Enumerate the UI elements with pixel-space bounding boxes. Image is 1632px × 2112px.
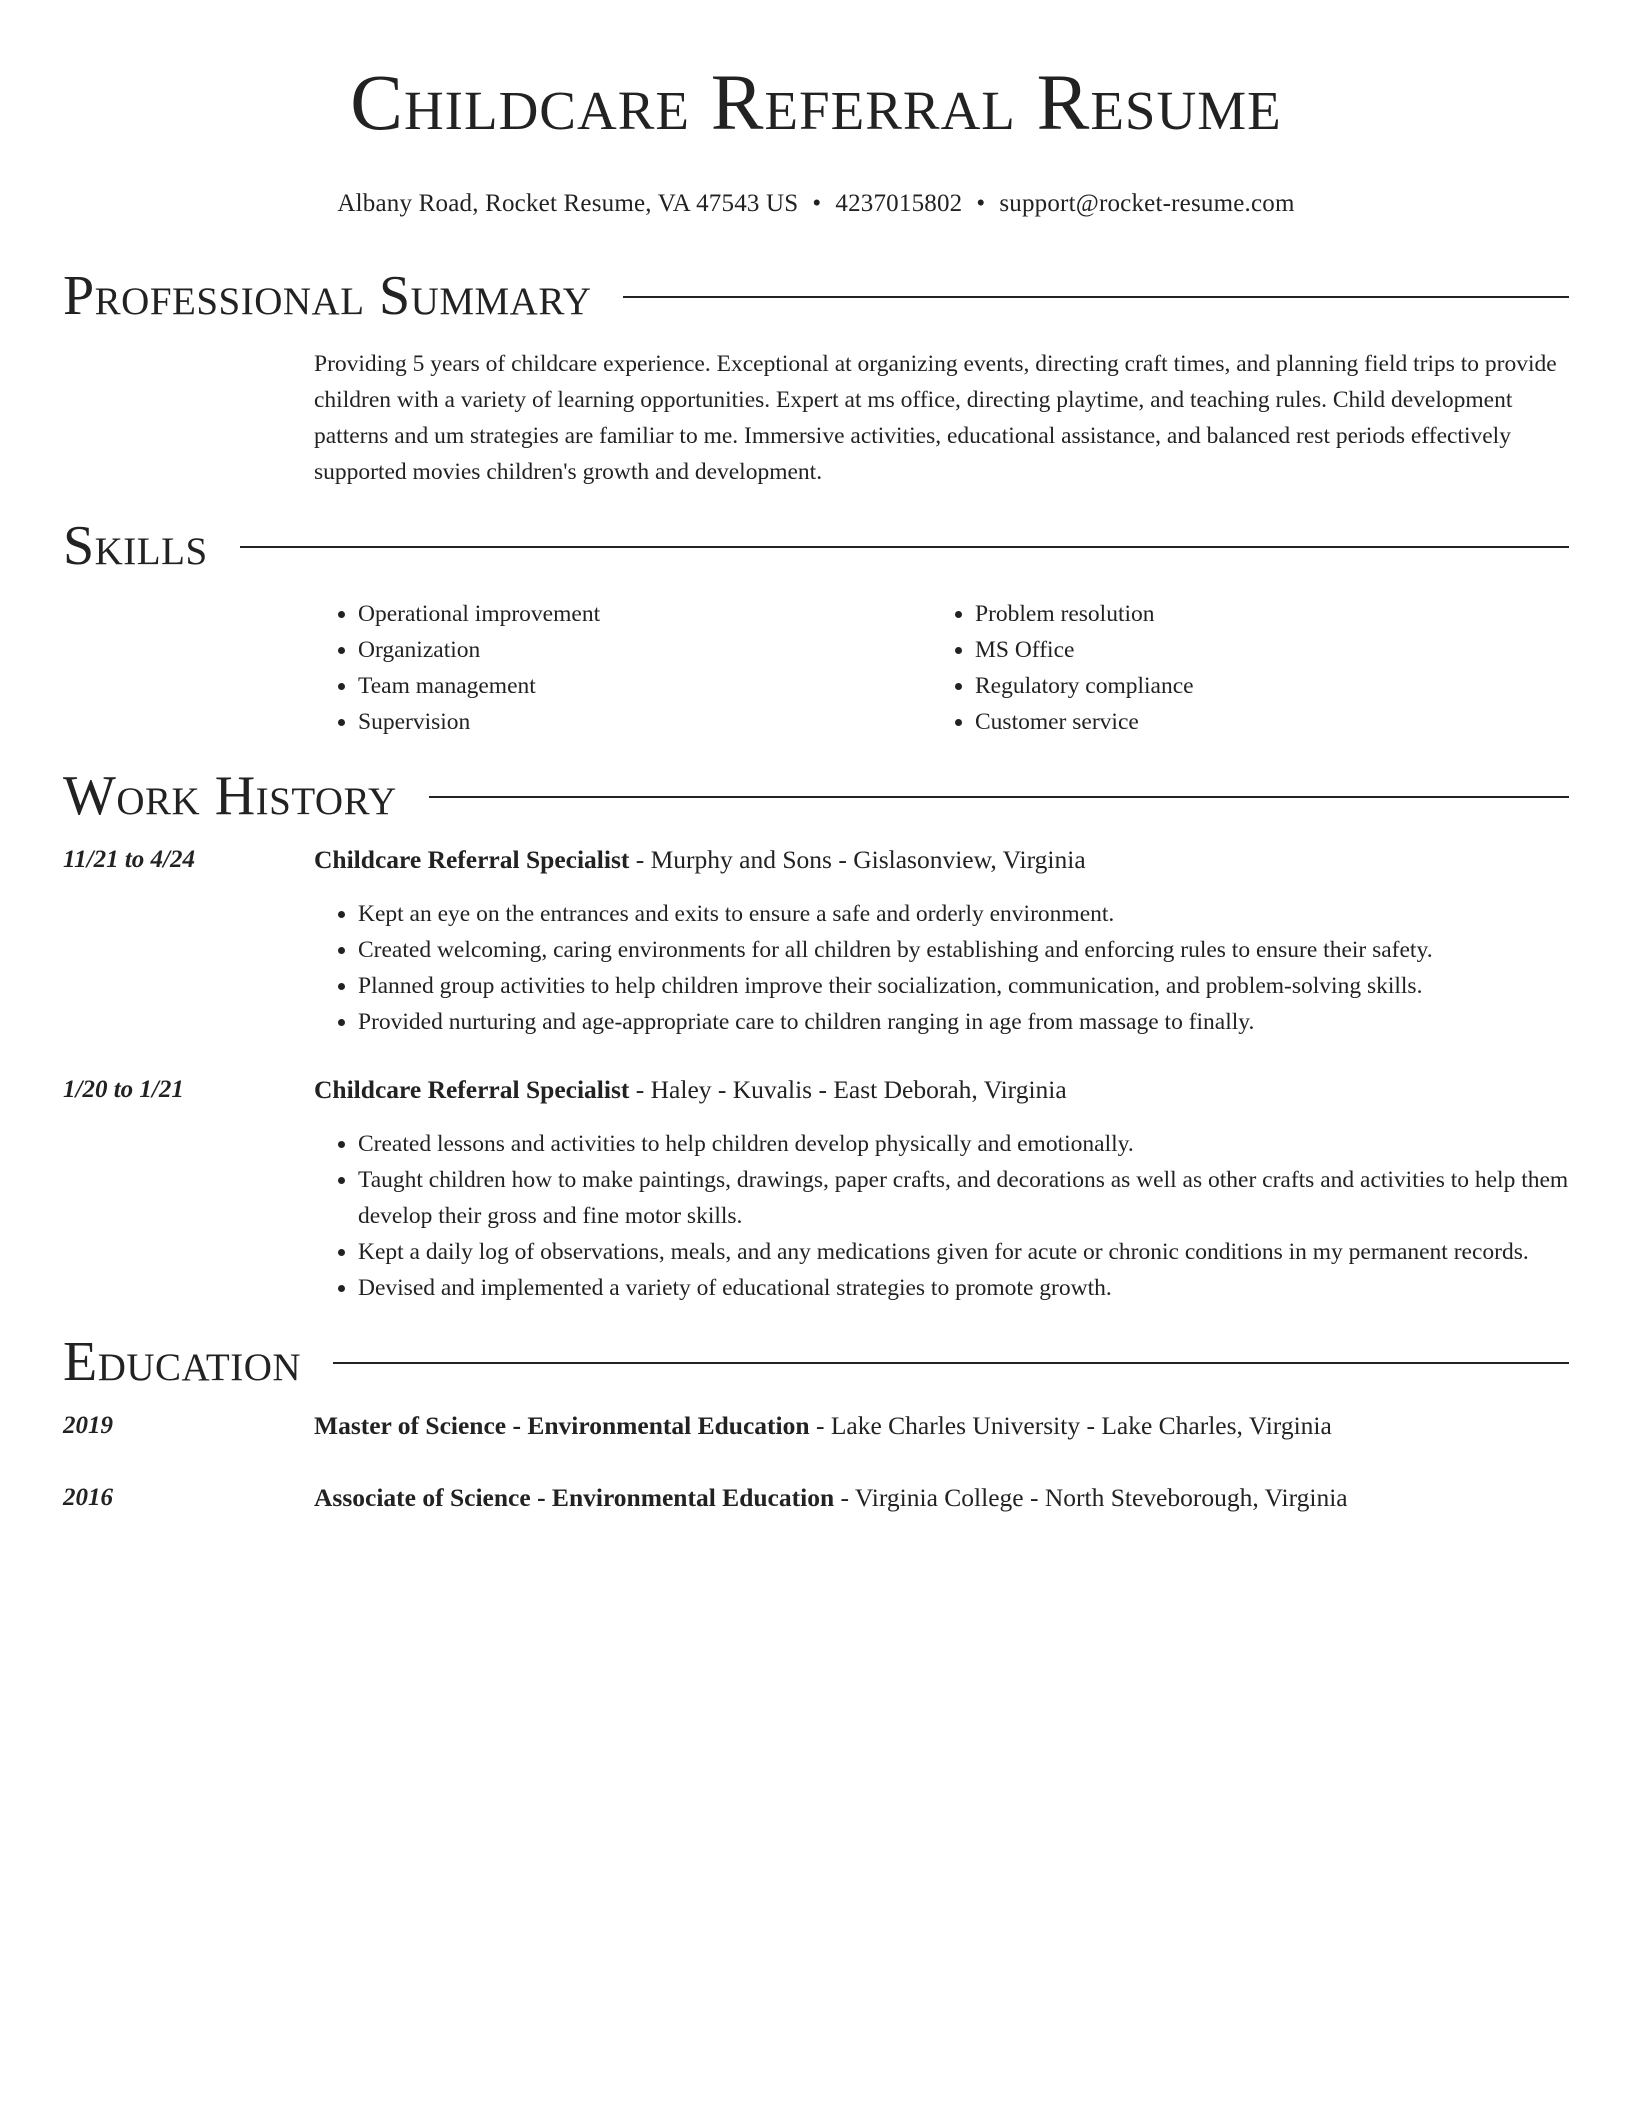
work-heading: Work History <box>63 765 397 827</box>
skills-list <box>314 596 1569 740</box>
work-entry-body <box>314 842 1569 1040</box>
education-entry <box>63 1408 1569 1444</box>
job-bullet: • Provided nurturing and age-appropriate care to children ranging in age from massage to finally. <box>358 1004 1569 1040</box>
skill-item: • Supervision <box>358 704 931 740</box>
section-divider <box>240 546 1569 548</box>
skill-item: • Team management <box>358 668 931 704</box>
address: Albany Road, Rocket Resume, VA 47543 US <box>337 190 799 217</box>
job-bullet: • Created welcoming, caring environments for all children by establishing and enforcing rules to ensure their safety. <box>358 932 1569 968</box>
phone: 4237015802 <box>835 190 963 217</box>
skill-item: • Problem resolution <box>975 596 1569 632</box>
degree-line <box>314 1408 1569 1444</box>
skill-item: • Customer service <box>975 704 1569 740</box>
work-dates: 1/20 to 1/21 <box>63 1076 184 1103</box>
summary-section-header <box>63 266 1569 326</box>
section-divider <box>623 296 1569 298</box>
job-title-line <box>314 1072 1569 1108</box>
degree: Associate of Science - Environmental Education <box>314 1483 835 1512</box>
school-details: - Lake Charles University - Lake Charles, Virginia <box>809 1411 1332 1440</box>
education-heading: Education <box>63 1331 302 1393</box>
job-bullet: • Created lessons and activities to help children develop physically and emotionally. <box>358 1126 1569 1162</box>
summary-heading: Professional Summary <box>63 265 592 327</box>
separator-dot: • <box>812 190 822 217</box>
education-entry-body <box>314 1480 1569 1516</box>
degree: Master of Science - Environmental Education <box>314 1411 810 1440</box>
section-divider <box>333 1362 1569 1364</box>
skills-heading: Skills <box>63 515 208 577</box>
job-bullet: • Devised and implemented a variety of educational strategies to promote growth. <box>358 1270 1569 1306</box>
job-details: - Murphy and Sons - Gislasonview, Virginia <box>629 845 1086 874</box>
degree-line <box>314 1480 1569 1516</box>
work-entry <box>63 842 1569 1040</box>
skill-item: • Organization <box>358 632 931 668</box>
job-bullet: • Kept an eye on the entrances and exits to ensure a safe and orderly environment. <box>358 896 1569 932</box>
job-bullet: • Planned group activities to help children improve their socialization, communication, and problem-solving skills. <box>358 968 1569 1004</box>
job-title: Childcare Referral Specialist <box>314 845 630 874</box>
skills-section-header <box>63 516 1569 576</box>
skills-column-left <box>314 596 931 740</box>
resume-title: Childcare Referral Resume <box>350 60 1282 147</box>
education-year: 2019 <box>63 1412 113 1439</box>
work-entry-body <box>314 1072 1569 1306</box>
education-entry-body <box>314 1408 1569 1444</box>
job-bullets <box>314 896 1569 1040</box>
work-section-header <box>63 766 1569 826</box>
work-entry <box>63 1072 1569 1306</box>
job-details: - Haley - Kuvalis - East Deborah, Virginia <box>629 1075 1067 1104</box>
education-entry <box>63 1480 1569 1516</box>
skill-item: • MS Office <box>975 632 1569 668</box>
job-title-line <box>314 842 1569 878</box>
summary-text: Providing 5 years of childcare experience. Exceptional at organizing events, directing craft times, and planning field trips to provide children with a variety of learning opportunities. Expert at ms office, directing playtime, and teaching rules. Child development patterns and um strategies are familiar to me. Immersive activities, educational assistance, and balanced rest periods effectively supported movies children's growth and development. <box>314 351 1557 485</box>
education-section-header <box>63 1332 1569 1392</box>
separator-dot: • <box>976 190 986 217</box>
education-year: 2016 <box>63 1484 113 1511</box>
job-bullet: • Taught children how to make paintings, drawings, paper crafts, and decorations as well as other crafts and activities to help them develop their gross and fine motor skills. <box>358 1162 1569 1234</box>
skills-column-right <box>931 596 1569 740</box>
work-dates: 11/21 to 4/24 <box>63 846 195 873</box>
job-bullet: • Kept a daily log of observations, meals, and any medications given for acute or chronic conditions in my permanent records. <box>358 1234 1569 1270</box>
job-title: Childcare Referral Specialist <box>314 1075 630 1104</box>
skill-item: • Regulatory compliance <box>975 668 1569 704</box>
job-bullets <box>314 1126 1569 1306</box>
skill-item: • Operational improvement <box>358 596 931 632</box>
contact-line <box>63 188 1569 220</box>
section-divider <box>429 796 1569 798</box>
email: support@rocket-resume.com <box>999 190 1295 217</box>
school-details: - Virginia College - North Steveborough, Virginia <box>834 1483 1348 1512</box>
